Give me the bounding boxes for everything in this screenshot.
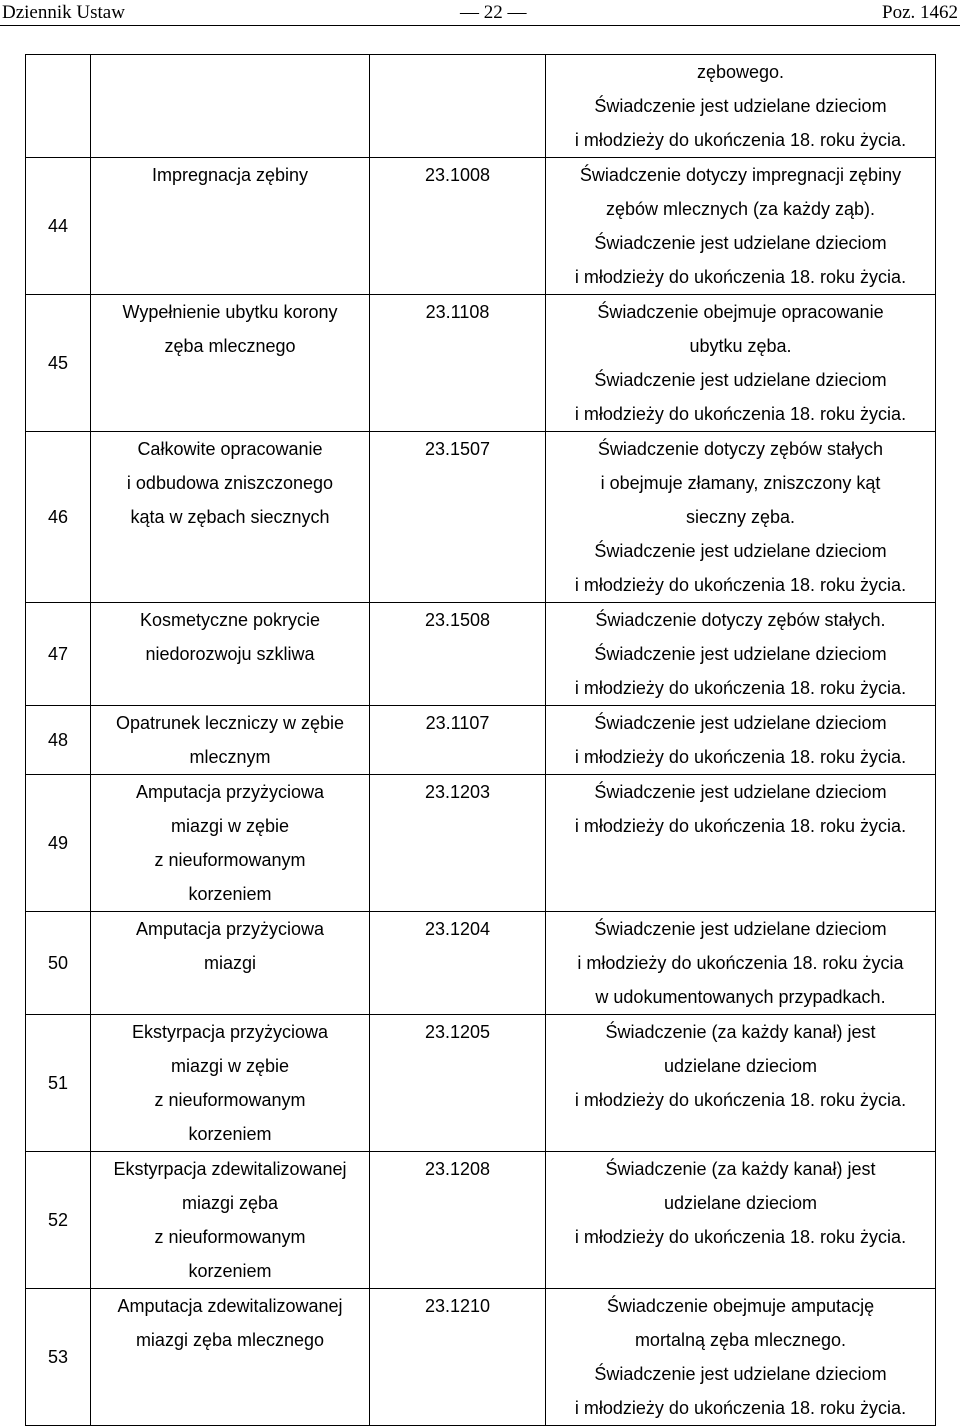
name-cell [91,55,370,158]
cell-line: Świadczenie jest udzielane dzieciom [594,644,887,664]
cell-line: korzeniem [188,884,272,904]
cell-line: i młodzieży do ukończenia 18. roku życia. [574,575,907,595]
description-cell [546,603,936,706]
cell-line: Wypełnienie ubytku korony [122,302,338,322]
cell-line: sieczny zęba. [685,507,796,527]
cell-line: Świadczenie jest udzielane dzieciom [594,1364,887,1384]
number-cell [26,55,91,158]
description-cell [546,706,936,775]
cell-line: i młodzieży do ukończenia 18. roku życia. [574,747,907,767]
row-number: 51 [26,1015,91,1152]
table-row [26,1152,936,1289]
cell-line: Świadczenie dotyczy zębów stałych [597,439,884,459]
cell-line: Amputacja przyżyciowa [135,919,325,939]
cell-line: miazgi w zębie [170,816,290,836]
table-row [26,432,936,603]
cell-line: Opatrunek leczniczy w zębie [115,713,345,733]
description-cell [546,1015,936,1152]
cell-line: i młodzieży do ukończenia 18. roku życia. [574,816,907,836]
cell-line: zębowego. [696,62,785,82]
cell-line: i młodzieży do ukończenia 18. roku życia. [574,1227,907,1247]
cell-line: kąta w zębach siecznych [130,507,330,527]
cell-line: zęba mlecznego [164,336,296,356]
cell-line: z nieuformowanym [154,1227,306,1247]
row-number: 46 [26,432,91,603]
cell-line: ubytku zęba. [689,336,792,356]
cell-line: miazgi zęba [181,1193,279,1213]
procedure-code: 23.1508 [370,603,546,706]
cell-line: Świadczenie jest udzielane dzieciom [594,370,887,390]
cell-line: w udokumentowanych przypadkach. [595,987,886,1007]
cell-line: zębów mlecznych (za każdy ząb). [605,199,876,219]
cell-line: mortalną zęba mlecznego. [634,1330,847,1350]
journal-title: Dziennik Ustaw [2,2,125,23]
row-number: 50 [26,912,91,1015]
procedure-name-cell [91,1152,370,1289]
description-cell [546,912,936,1015]
cell-line: niedorozwoju szkliwa [145,644,315,664]
procedure-name-cell [91,295,370,432]
code-cell [370,55,546,158]
cell-line: Świadczenie jest udzielane dzieciom [594,782,887,802]
row-number: 44 [26,158,91,295]
description-cell [546,295,936,432]
table-row [26,603,936,706]
cell-line: i młodzieży do ukończenia 18. roku życia [577,953,904,973]
table-row [26,1015,936,1152]
cell-line: Ekstyrpacja zdewitalizowanej [113,1159,347,1179]
cell-line: mlecznym [189,747,271,767]
cell-line: i młodzieży do ukończenia 18. roku życia. [574,1398,907,1418]
description-cell [546,775,936,912]
position-number: Poz. 1462 [882,2,958,23]
cell-line: Ekstyrpacja przyżyciowa [131,1022,329,1042]
cell-line: miazgi [203,953,256,973]
procedure-name-cell [91,432,370,603]
description-cell [546,158,936,295]
procedure-code: 23.1210 [370,1289,546,1426]
procedure-name-cell [91,706,370,775]
cell-line: Świadczenie dotyczy impregnacji zębiny [579,165,902,185]
procedure-code: 23.1008 [370,158,546,295]
cell-line: Świadczenie jest udzielane dzieciom [594,713,887,733]
header-rule [0,25,960,26]
cell-line: Świadczenie (za każdy kanał) jest [605,1159,876,1179]
procedure-code: 23.1203 [370,775,546,912]
cell-line: Impregnacja zębiny [151,165,309,185]
cell-line: udzielane dzieciom [663,1193,818,1213]
procedure-code: 23.1107 [370,706,546,775]
cell-line: z nieuformowanym [154,850,306,870]
page-number: — 22 — [460,2,527,23]
procedure-code: 23.1205 [370,1015,546,1152]
cell-line: i obejmuje złamany, zniszczony kąt [600,473,881,493]
row-number: 52 [26,1152,91,1289]
cell-line: Amputacja zdewitalizowanej [117,1296,343,1316]
description-cell [546,1289,936,1426]
cell-line: korzeniem [188,1124,272,1144]
table-row [26,1289,936,1426]
procedure-name-cell [91,912,370,1015]
cell-line: Całkowite opracowanie [137,439,323,459]
cell-line: Świadczenie jest udzielane dzieciom [594,233,887,253]
procedure-name-cell [91,603,370,706]
description-cell [546,55,936,158]
table-row [26,295,936,432]
table-row [26,775,936,912]
cell-line: Świadczenie (za każdy kanał) jest [605,1022,876,1042]
table-row [26,912,936,1015]
cell-line: i młodzieży do ukończenia 18. roku życia. [574,404,907,424]
page-header [0,0,960,26]
procedure-code: 23.1507 [370,432,546,603]
row-number: 53 [26,1289,91,1426]
cell-line: Amputacja przyżyciowa [135,782,325,802]
cell-line: Świadczenie jest udzielane dzieciom [594,541,887,561]
cell-line: i młodzieży do ukończenia 18. roku życia. [574,267,907,287]
procedure-code: 23.1108 [370,295,546,432]
cell-line: Świadczenie jest udzielane dzieciom [594,96,887,116]
procedure-code: 23.1204 [370,912,546,1015]
procedure-code: 23.1208 [370,1152,546,1289]
row-number: 45 [26,295,91,432]
cell-line: Świadczenie obejmuje amputację [606,1296,875,1316]
cell-line: i młodzieży do ukończenia 18. roku życia. [574,1090,907,1110]
cell-line: miazgi zęba mlecznego [135,1330,325,1350]
cell-line: korzeniem [188,1261,272,1281]
cell-line: miazgi w zębie [170,1056,290,1076]
description-cell [546,1152,936,1289]
cell-line: i odbudowa zniszczonego [126,473,334,493]
table-row [26,158,936,295]
cell-line: i młodzieży do ukończenia 18. roku życia. [574,678,907,698]
row-number: 47 [26,603,91,706]
table-row-continuation [26,55,936,158]
cell-line: Świadczenie obejmuje opracowanie [597,302,884,322]
cell-line: Świadczenie jest udzielane dzieciom [594,919,887,939]
description-cell [546,432,936,603]
procedures-table [25,54,936,1426]
procedure-name-cell [91,158,370,295]
row-number: 48 [26,706,91,775]
procedure-name-cell [91,1289,370,1426]
cell-line: Kosmetyczne pokrycie [139,610,321,630]
table-row [26,706,936,775]
procedure-name-cell [91,1015,370,1152]
cell-line: Świadczenie dotyczy zębów stałych. [595,610,886,630]
cell-line: udzielane dzieciom [663,1056,818,1076]
cell-line: z nieuformowanym [154,1090,306,1110]
row-number: 49 [26,775,91,912]
procedure-name-cell [91,775,370,912]
cell-line: i młodzieży do ukończenia 18. roku życia. [574,130,907,150]
